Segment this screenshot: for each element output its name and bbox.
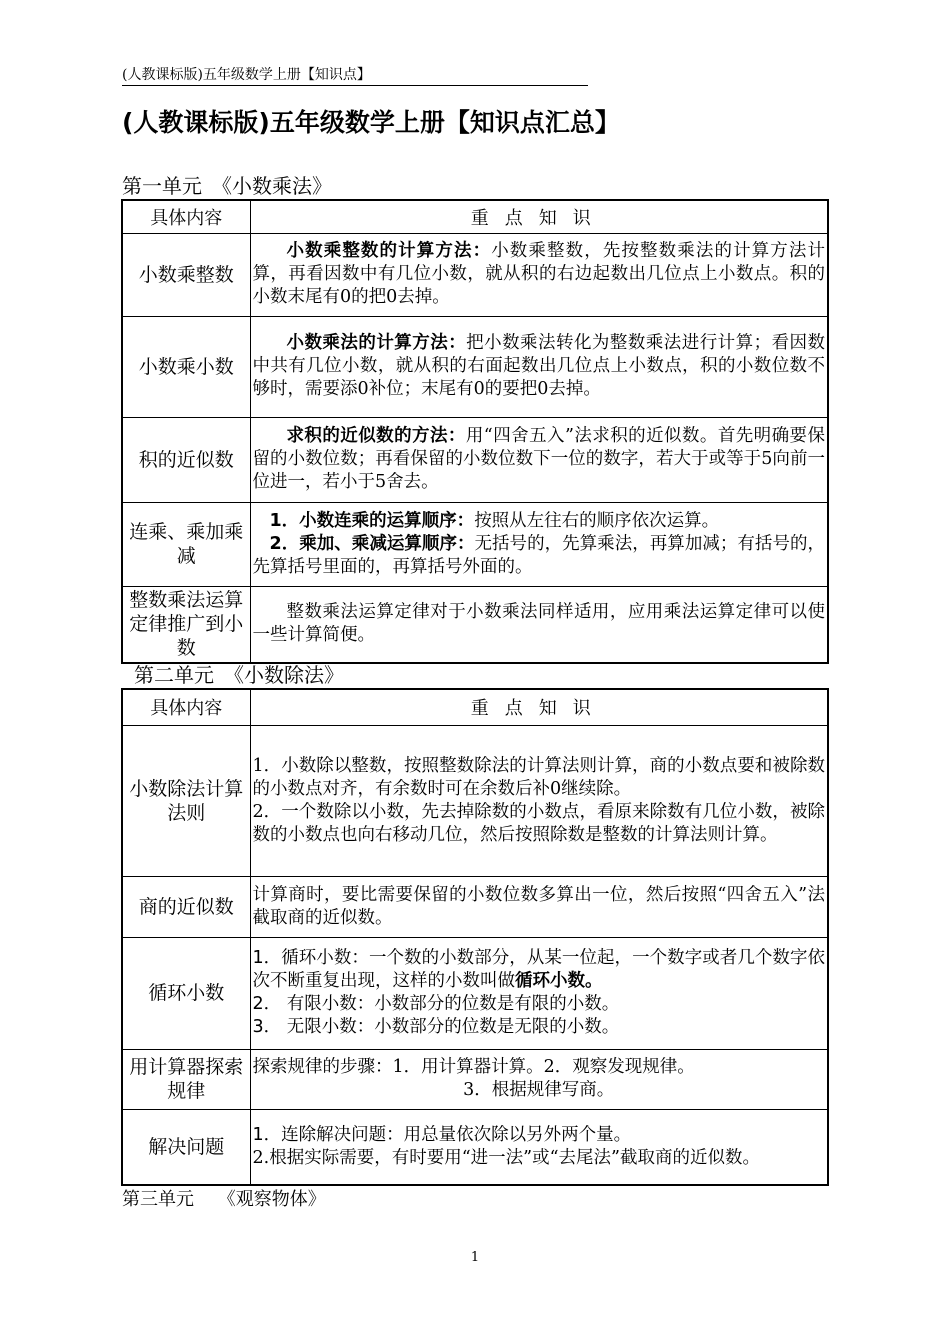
header-knowledge: 重点知识	[250, 200, 828, 233]
content-text: 1．小数除以整数，按照整数除法的计算法则计算，商的小数点要和被除数的小数点对齐，有余数时可在余数后补0继续除。	[252, 755, 825, 799]
content-text: 无括号的，先算乘法，再算加减；有括号的，先算括号里面的，再算括号外面的。	[252, 533, 825, 577]
unit2-heading: 第二单元 《小数除法》	[134, 663, 344, 687]
running-header: (人教课标版)五年级数学上册【知识点】	[122, 67, 588, 86]
header-knowledge: 重点知识	[250, 689, 828, 725]
content-text: 整数乘法运算定律对于小数乘法同样适用，应用乘法运算定律可以使一些计算简便。	[252, 602, 825, 646]
row-topic: 整数乘法运算定律推广到小数	[122, 586, 250, 663]
row-content	[250, 586, 828, 663]
row-topic: 小数除法计算法则	[122, 725, 250, 876]
unit1-heading: 第一单元 《小数乘法》	[122, 174, 332, 198]
table-row	[122, 316, 828, 417]
content-text: 计算商时，要比需要保留的小数位数多算出一位，然后按照“四舍五入”法截取商的近似数。	[252, 884, 825, 928]
content-label: 3． 无限小数：	[252, 1017, 375, 1037]
content-text: 小数部分的位数是有限的小数。	[374, 994, 620, 1014]
content-label: 小数乘法的计算方法：	[286, 333, 467, 353]
table-row	[122, 725, 828, 876]
header-topic: 具体内容	[122, 689, 250, 725]
table-header-row	[122, 200, 828, 233]
row-topic: 解决问题	[122, 1109, 250, 1185]
row-topic: 小数乘小数	[122, 316, 250, 417]
row-topic: 循环小数	[122, 937, 250, 1049]
row-content	[250, 725, 828, 876]
table-row	[122, 417, 828, 502]
content-text: 一个数的小数部分，从某一位起，一个数字或者几个数字依次不断重复出现，这样的小数叫做	[252, 948, 825, 991]
content-text: 用总量依次除以另外两个量。	[403, 1124, 632, 1145]
document-title: (人教课标版)五年级数学上册【知识点汇总】	[122, 108, 620, 137]
content-text: 小数部分的位数是无限的小数。	[374, 1017, 620, 1037]
content-text: 用“四舍五入”法求积的近似数。首先明确要保留的小数位数；再看保留的小数位数下一位的数字，若大于或等于5向前一位进一，若小于5舍去。	[252, 426, 825, 492]
content-text: 3．根据规律写商。	[463, 1080, 615, 1100]
content-emphasis: 循环小数。	[515, 971, 603, 991]
content-label: 探索规律的步骤：	[252, 1057, 393, 1077]
table-header-row	[122, 689, 828, 725]
table-row	[122, 1109, 828, 1185]
row-content	[250, 502, 828, 586]
unit2-table	[121, 688, 829, 1186]
row-topic: 小数乘整数	[122, 233, 250, 316]
content-text: 2．一个数除以小数，先去掉除数的小数点，看原来除数有几位小数，被除数的小数点也向右移动几位，然后按照除数是整数的计算法则计算。	[252, 801, 825, 845]
row-content	[250, 233, 828, 316]
row-topic: 连乘、乘加乘减	[122, 502, 250, 586]
content-text: 小数乘整数，先按整数乘法的计算方法计算，再看因数中有几位小数，就从积的右边起数出几位点上小数点。积的小数末尾有0的把0去掉。	[252, 241, 826, 307]
content-text: 按照从左往右的顺序依次运算。	[474, 510, 720, 531]
row-content	[250, 937, 828, 1049]
table-row	[122, 1049, 828, 1109]
content-label: 小数乘整数的计算方法：	[286, 241, 492, 261]
row-content	[250, 316, 828, 417]
content-text: 1．用计算器计算。2．观察发现规律。	[392, 1057, 695, 1077]
unit3-heading: 第三单元 《观察物体》	[122, 1189, 326, 1210]
row-topic: 积的近似数	[122, 417, 250, 502]
content-label: 2． 有限小数：	[252, 994, 375, 1014]
content-text: 把小数乘法转化为整数乘法进行计算；看因数中共有几位小数，就从积的右面起数出几位点上小数点，积的小数位数不够时，需要添0补位；末尾有0的要把0去掉。	[252, 333, 825, 399]
row-content	[250, 1109, 828, 1185]
content-label: 2．乘加、乘减运算顺序：	[269, 533, 475, 554]
header-topic: 具体内容	[122, 200, 250, 233]
content-label: 1．连除解决问题：	[252, 1124, 404, 1145]
table-row	[122, 233, 828, 316]
row-topic: 用计算器探索规律	[122, 1049, 250, 1109]
row-content	[250, 1049, 828, 1109]
table-row	[122, 937, 828, 1049]
content-label: 1．小数连乘的运算顺序：	[269, 510, 475, 531]
unit1-table	[121, 199, 829, 664]
row-content	[250, 876, 828, 937]
table-row	[122, 586, 828, 663]
content-text: 2.根据实际需要，有时要用“进一法”或“去尾法”截取商的近似数。	[252, 1147, 760, 1168]
table-row	[122, 876, 828, 937]
page-number: 1	[470, 1250, 480, 1265]
table-row	[122, 502, 828, 586]
content-label: 求积的近似数的方法：	[286, 426, 466, 446]
row-topic: 商的近似数	[122, 876, 250, 937]
row-content	[250, 417, 828, 502]
content-label: 1．循环小数：	[252, 948, 369, 968]
